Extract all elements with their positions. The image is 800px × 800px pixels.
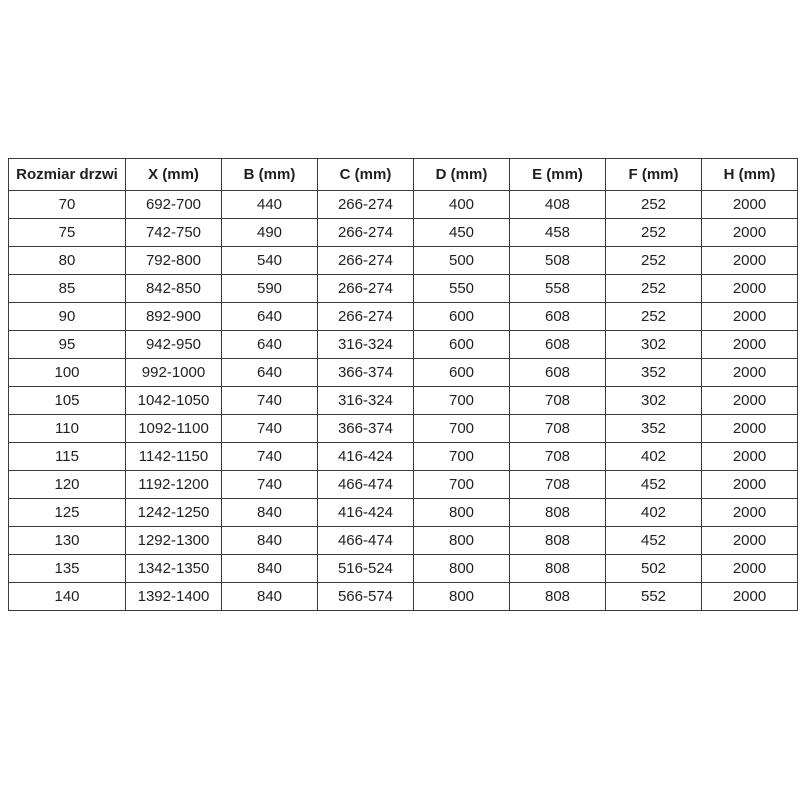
table-cell: 740 xyxy=(222,443,318,471)
table-cell: 1292-1300 xyxy=(126,527,222,555)
table-cell: 590 xyxy=(222,275,318,303)
table-cell: 125 xyxy=(9,499,126,527)
table-cell: 800 xyxy=(414,583,510,611)
table-header xyxy=(9,159,798,191)
table-row xyxy=(9,331,798,359)
table-cell: 840 xyxy=(222,583,318,611)
table-row xyxy=(9,247,798,275)
table-row xyxy=(9,387,798,415)
table-cell: 892-900 xyxy=(126,303,222,331)
header-cell-h-mm: H (mm) xyxy=(702,159,798,191)
table-cell: 2000 xyxy=(702,499,798,527)
table-row xyxy=(9,443,798,471)
table-cell: 366-374 xyxy=(318,359,414,387)
table-cell: 440 xyxy=(222,191,318,219)
table-cell: 416-424 xyxy=(318,443,414,471)
table-cell: 2000 xyxy=(702,443,798,471)
table-cell: 316-324 xyxy=(318,387,414,415)
table-cell: 466-474 xyxy=(318,527,414,555)
table-cell: 608 xyxy=(510,359,606,387)
header-cell-f-mm: F (mm) xyxy=(606,159,702,191)
table-cell: 252 xyxy=(606,247,702,275)
table-row xyxy=(9,191,798,219)
table-cell: 700 xyxy=(414,471,510,499)
table-row xyxy=(9,219,798,247)
table-cell: 808 xyxy=(510,499,606,527)
table-cell: 400 xyxy=(414,191,510,219)
table-cell: 540 xyxy=(222,247,318,275)
table-cell: 600 xyxy=(414,331,510,359)
table-row xyxy=(9,415,798,443)
table-cell: 740 xyxy=(222,471,318,499)
table-cell: 840 xyxy=(222,499,318,527)
table-cell: 792-800 xyxy=(126,247,222,275)
table-cell: 2000 xyxy=(702,247,798,275)
table-row xyxy=(9,303,798,331)
table-row xyxy=(9,527,798,555)
table-cell: 842-850 xyxy=(126,275,222,303)
table-cell: 105 xyxy=(9,387,126,415)
header-cell-d-mm: D (mm) xyxy=(414,159,510,191)
table-cell: 2000 xyxy=(702,331,798,359)
table-cell: 266-274 xyxy=(318,275,414,303)
table-cell: 600 xyxy=(414,359,510,387)
table-cell: 840 xyxy=(222,527,318,555)
table-cell: 1342-1350 xyxy=(126,555,222,583)
table-cell: 402 xyxy=(606,499,702,527)
table-cell: 266-274 xyxy=(318,219,414,247)
table-cell: 640 xyxy=(222,331,318,359)
table-cell: 1192-1200 xyxy=(126,471,222,499)
table-header-row xyxy=(9,159,798,191)
table-cell: 130 xyxy=(9,527,126,555)
table-cell: 466-474 xyxy=(318,471,414,499)
header-cell-rozmiar-drzwi: Rozmiar drzwi xyxy=(9,159,126,191)
table-cell: 700 xyxy=(414,443,510,471)
table-cell: 2000 xyxy=(702,555,798,583)
table-cell: 266-274 xyxy=(318,191,414,219)
table-cell: 90 xyxy=(9,303,126,331)
table-cell: 140 xyxy=(9,583,126,611)
table-cell: 808 xyxy=(510,555,606,583)
table-cell: 252 xyxy=(606,303,702,331)
table-row xyxy=(9,499,798,527)
door-size-table xyxy=(8,158,798,611)
table-cell: 252 xyxy=(606,275,702,303)
table-cell: 740 xyxy=(222,415,318,443)
table-cell: 266-274 xyxy=(318,303,414,331)
table-cell: 85 xyxy=(9,275,126,303)
table-cell: 800 xyxy=(414,499,510,527)
table-cell: 2000 xyxy=(702,387,798,415)
table-cell: 452 xyxy=(606,527,702,555)
table-cell: 302 xyxy=(606,387,702,415)
table-cell: 2000 xyxy=(702,359,798,387)
table-body xyxy=(9,191,798,611)
table-cell: 700 xyxy=(414,387,510,415)
table-cell: 120 xyxy=(9,471,126,499)
table-cell: 992-1000 xyxy=(126,359,222,387)
table-cell: 600 xyxy=(414,303,510,331)
table-cell: 516-524 xyxy=(318,555,414,583)
header-cell-b-mm: B (mm) xyxy=(222,159,318,191)
table-cell: 1392-1400 xyxy=(126,583,222,611)
table-cell: 550 xyxy=(414,275,510,303)
table-cell: 2000 xyxy=(702,303,798,331)
table-cell: 500 xyxy=(414,247,510,275)
table-cell: 742-750 xyxy=(126,219,222,247)
table-cell: 302 xyxy=(606,331,702,359)
table-cell: 95 xyxy=(9,331,126,359)
table-cell: 252 xyxy=(606,191,702,219)
table-cell: 135 xyxy=(9,555,126,583)
table-cell: 942-950 xyxy=(126,331,222,359)
table-cell: 558 xyxy=(510,275,606,303)
table-cell: 800 xyxy=(414,555,510,583)
table-cell: 402 xyxy=(606,443,702,471)
table-row xyxy=(9,583,798,611)
table-cell: 490 xyxy=(222,219,318,247)
table-cell: 2000 xyxy=(702,219,798,247)
table-row xyxy=(9,555,798,583)
table-row xyxy=(9,275,798,303)
table-cell: 566-574 xyxy=(318,583,414,611)
table-row xyxy=(9,471,798,499)
table-cell: 2000 xyxy=(702,415,798,443)
table-cell: 800 xyxy=(414,527,510,555)
table-cell: 100 xyxy=(9,359,126,387)
table-cell: 1042-1050 xyxy=(126,387,222,415)
table-cell: 640 xyxy=(222,303,318,331)
table-cell: 352 xyxy=(606,415,702,443)
table-cell: 692-700 xyxy=(126,191,222,219)
table-cell: 70 xyxy=(9,191,126,219)
table-cell: 115 xyxy=(9,443,126,471)
table-cell: 110 xyxy=(9,415,126,443)
table-cell: 416-424 xyxy=(318,499,414,527)
table-cell: 252 xyxy=(606,219,702,247)
table-cell: 1242-1250 xyxy=(126,499,222,527)
table-cell: 2000 xyxy=(702,471,798,499)
header-cell-c-mm: C (mm) xyxy=(318,159,414,191)
table-cell: 708 xyxy=(510,471,606,499)
table-row xyxy=(9,359,798,387)
table-cell: 452 xyxy=(606,471,702,499)
table-cell: 316-324 xyxy=(318,331,414,359)
table-cell: 2000 xyxy=(702,191,798,219)
table-cell: 700 xyxy=(414,415,510,443)
table-cell: 608 xyxy=(510,331,606,359)
table-cell: 266-274 xyxy=(318,247,414,275)
table-cell: 450 xyxy=(414,219,510,247)
table-cell: 75 xyxy=(9,219,126,247)
table-cell: 808 xyxy=(510,527,606,555)
header-cell-x-mm: X (mm) xyxy=(126,159,222,191)
table-cell: 80 xyxy=(9,247,126,275)
table-cell: 608 xyxy=(510,303,606,331)
table-cell: 408 xyxy=(510,191,606,219)
table-cell: 458 xyxy=(510,219,606,247)
table-cell: 2000 xyxy=(702,583,798,611)
table-cell: 1142-1150 xyxy=(126,443,222,471)
table-cell: 2000 xyxy=(702,275,798,303)
table-cell: 552 xyxy=(606,583,702,611)
header-cell-e-mm: E (mm) xyxy=(510,159,606,191)
table-cell: 352 xyxy=(606,359,702,387)
table-cell: 1092-1100 xyxy=(126,415,222,443)
table-cell: 840 xyxy=(222,555,318,583)
table-cell: 708 xyxy=(510,387,606,415)
table-cell: 508 xyxy=(510,247,606,275)
table-cell: 708 xyxy=(510,415,606,443)
table-cell: 640 xyxy=(222,359,318,387)
table-cell: 366-374 xyxy=(318,415,414,443)
table-cell: 502 xyxy=(606,555,702,583)
table-cell: 740 xyxy=(222,387,318,415)
table-cell: 708 xyxy=(510,443,606,471)
table-cell: 808 xyxy=(510,583,606,611)
table-cell: 2000 xyxy=(702,527,798,555)
